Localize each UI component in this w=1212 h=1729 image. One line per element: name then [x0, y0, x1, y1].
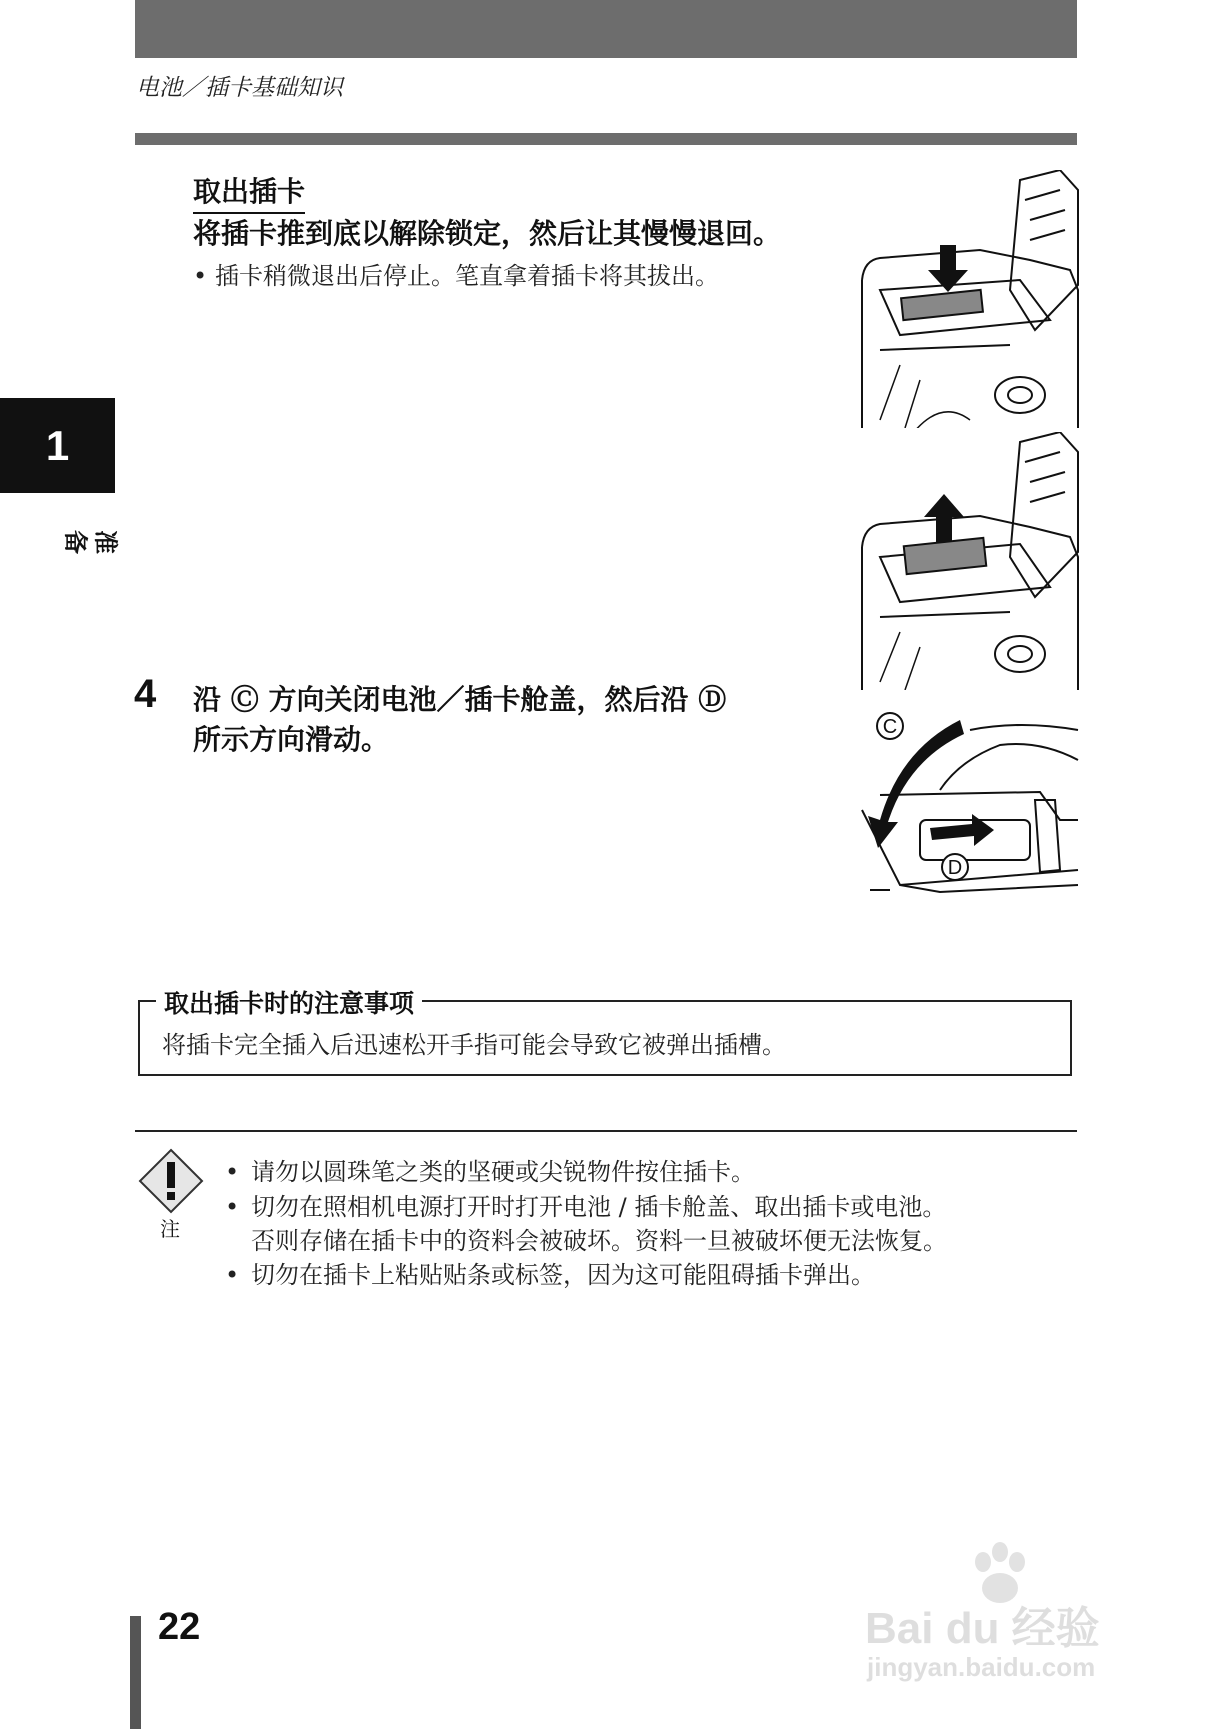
remove-card-heading: 取出插卡: [193, 170, 305, 214]
section-title: 电池／插卡基础知识: [136, 75, 343, 101]
note-item-text: 切勿在照相机电源打开时打开电池 / 插卡舱盖、取出插卡或电池。: [251, 1193, 947, 1221]
watermark: [855, 1540, 1145, 1690]
chapter-number: 1: [45, 421, 70, 469]
right-arrow-d-icon: [930, 814, 994, 846]
memory-card-shape: [904, 538, 986, 574]
remove-card-bullet: • 插卡稍微退出后停止。笔直拿着插卡将其拔出。: [193, 262, 719, 290]
label-d: D: [947, 857, 963, 879]
step-number: 4: [134, 672, 157, 716]
note-item-text: 请勿以圆珠笔之类的坚硬或尖锐物件按住插卡。: [251, 1158, 755, 1186]
header-rule: [135, 133, 1077, 145]
camera-close-cover-illustration: [860, 700, 1080, 896]
step4-line2: 所示方向滑动。: [193, 723, 390, 756]
caution-title: 取出插卡时的注意事项: [156, 984, 422, 1020]
caution-text: 将插卡完全插入后迅速松开手指可能会导致它被弹出插槽。: [162, 1031, 786, 1059]
watermark-url: jingyan.baidu.com: [867, 1652, 1096, 1682]
page-bar: [130, 1616, 141, 1729]
warning-icon: [138, 1148, 204, 1214]
header-bar: [135, 0, 1077, 58]
remove-card-bullet-text: 插卡稍微退出后停止。笔直拿着插卡将其拔出。: [215, 262, 719, 290]
remove-card-instruction: 将插卡推到底以解除锁定，然后让其慢慢退回。: [193, 217, 782, 250]
memory-card-shape: [901, 290, 983, 320]
note-item-text: 否则存储在插卡中的资料会被破坏。资料一旦被破坏便无法恢复。: [251, 1227, 947, 1255]
watermark-brand: Bai du 经验: [865, 1604, 1100, 1653]
chapter-label: 准备: [58, 525, 119, 554]
note-rule: [135, 1130, 1077, 1132]
label-c: C: [882, 716, 898, 738]
note-item: • 请勿以圆珠笔之类的坚硬或尖锐物件按住插卡。: [225, 1158, 755, 1186]
page-number: 22: [158, 1606, 201, 1648]
note-item: • 切勿在照相机电源打开时打开电池 / 插卡舱盖、取出插卡或电池。: [225, 1193, 947, 1221]
chapter-tab: [0, 398, 115, 493]
note-item: • 切勿在插卡上粘贴贴条或标签，因为这可能阻碍插卡弹出。: [225, 1261, 875, 1289]
step4-line1: 沿 Ⓒ 方向关闭电池／插卡舱盖，然后沿 Ⓓ: [193, 683, 727, 716]
note-item-continuation: [225, 1221, 947, 1256]
camera-pull-card-illustration: [860, 432, 1080, 690]
note-label: 注: [160, 1217, 180, 1241]
note-item-text: 切勿在插卡上粘贴贴条或标签，因为这可能阻碍插卡弹出。: [251, 1261, 875, 1289]
camera-push-card-illustration: [860, 170, 1080, 428]
